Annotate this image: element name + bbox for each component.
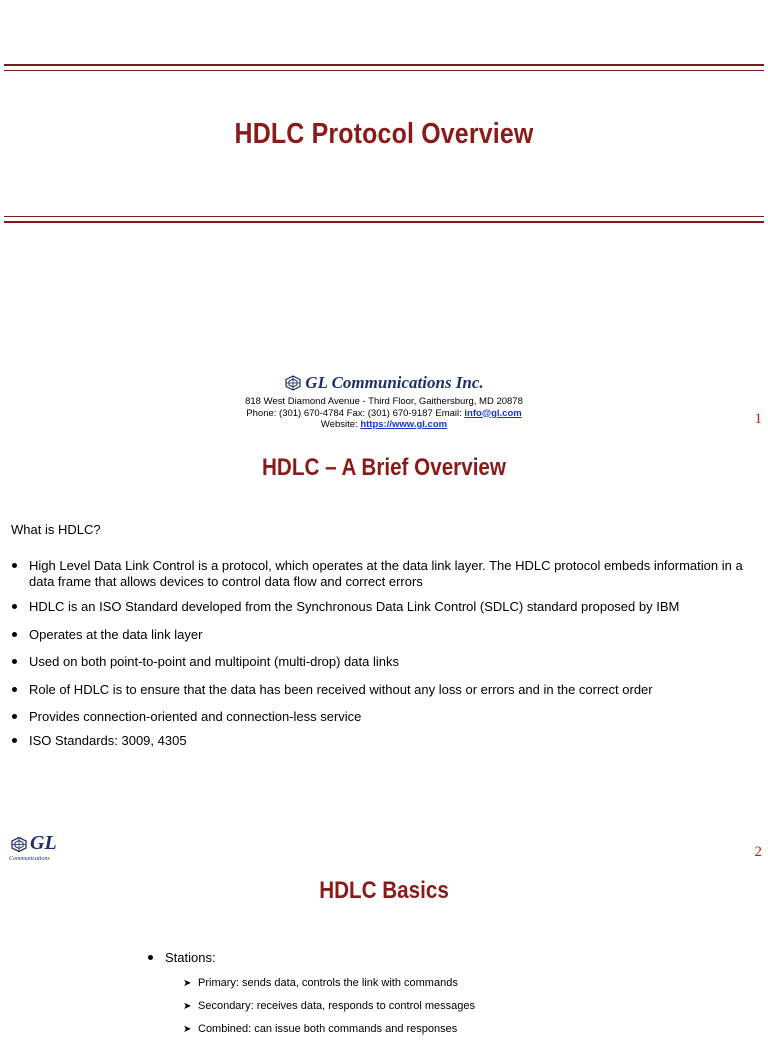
- slide2-title: HDLC – A Brief Overview: [262, 454, 506, 481]
- gl-logo-subtext: Communications: [9, 856, 50, 862]
- bottom-rule-thin: [4, 216, 764, 217]
- list-item: Operates at the data link layer: [11, 627, 756, 643]
- question-text: What is HDLC?: [11, 522, 101, 537]
- page-number-1: 1: [754, 411, 762, 427]
- gl-globe-icon: [284, 375, 302, 391]
- list-item: Provides connection-oriented and connection-less service: [11, 709, 756, 725]
- gl-small-logo: [8, 834, 68, 864]
- stations-list: [147, 950, 475, 1046]
- stations-sub-list: [165, 977, 475, 1036]
- company-info: [0, 373, 768, 431]
- slide3-title: HDLC Basics: [319, 877, 449, 904]
- top-rule-thick: [4, 64, 764, 66]
- slide1-title: HDLC Protocol Overview: [234, 118, 534, 150]
- list-item: Used on both point-to-point and multipoint (multi-drop) data links: [11, 654, 756, 670]
- list-item: ISO Standards: 3009, 4305: [11, 733, 756, 749]
- list-item: ➤ Primary: sends data, controls the link with commands: [183, 977, 475, 990]
- gl-globe-small-icon: [10, 836, 28, 858]
- email-link[interactable]: info@gl.com: [464, 407, 522, 419]
- page-number-2: 2: [754, 844, 762, 860]
- stations-label: Stations:: [165, 950, 216, 965]
- list-item: HDLC is an ISO Standard developed from the Synchronous Data Link Control (SDLC) standard proposed by IBM: [11, 599, 756, 615]
- company-website: [0, 419, 768, 431]
- website-link[interactable]: https://www.gl.com: [360, 419, 448, 430]
- company-address: 818 West Diamond Avenue - Third Floor, Gaithersburg, MD 20878: [245, 396, 523, 407]
- website-label: Website:: [320, 419, 361, 430]
- phone-fax-text: Phone: (301) 670-4784 Fax: (301) 670-9187 Email:: [246, 407, 465, 419]
- list-item: ➤ Secondary: receives data, responds to control messages: [183, 1000, 475, 1013]
- gl-logo-text: GL: [30, 832, 57, 854]
- list-item: ➤ Combined: can issue both commands and responses: [183, 1023, 475, 1036]
- stations-item: [147, 950, 475, 1036]
- list-item: Role of HDLC is to ensure that the data has been received without any loss or errors and in the correct order: [11, 682, 756, 698]
- list-item: High Level Data Link Control is a protocol, which operates at the data link layer. The HDLC protocol embeds information in a data frame that allows devices to control data flow and correct errors: [11, 558, 756, 589]
- company-name: GL Communications Inc.: [305, 373, 484, 392]
- bottom-rule-thick: [4, 221, 764, 223]
- company-logo: [284, 373, 483, 393]
- overview-bullet-list: [11, 558, 756, 748]
- top-rule-thin: [4, 70, 764, 71]
- company-contact: [0, 408, 768, 420]
